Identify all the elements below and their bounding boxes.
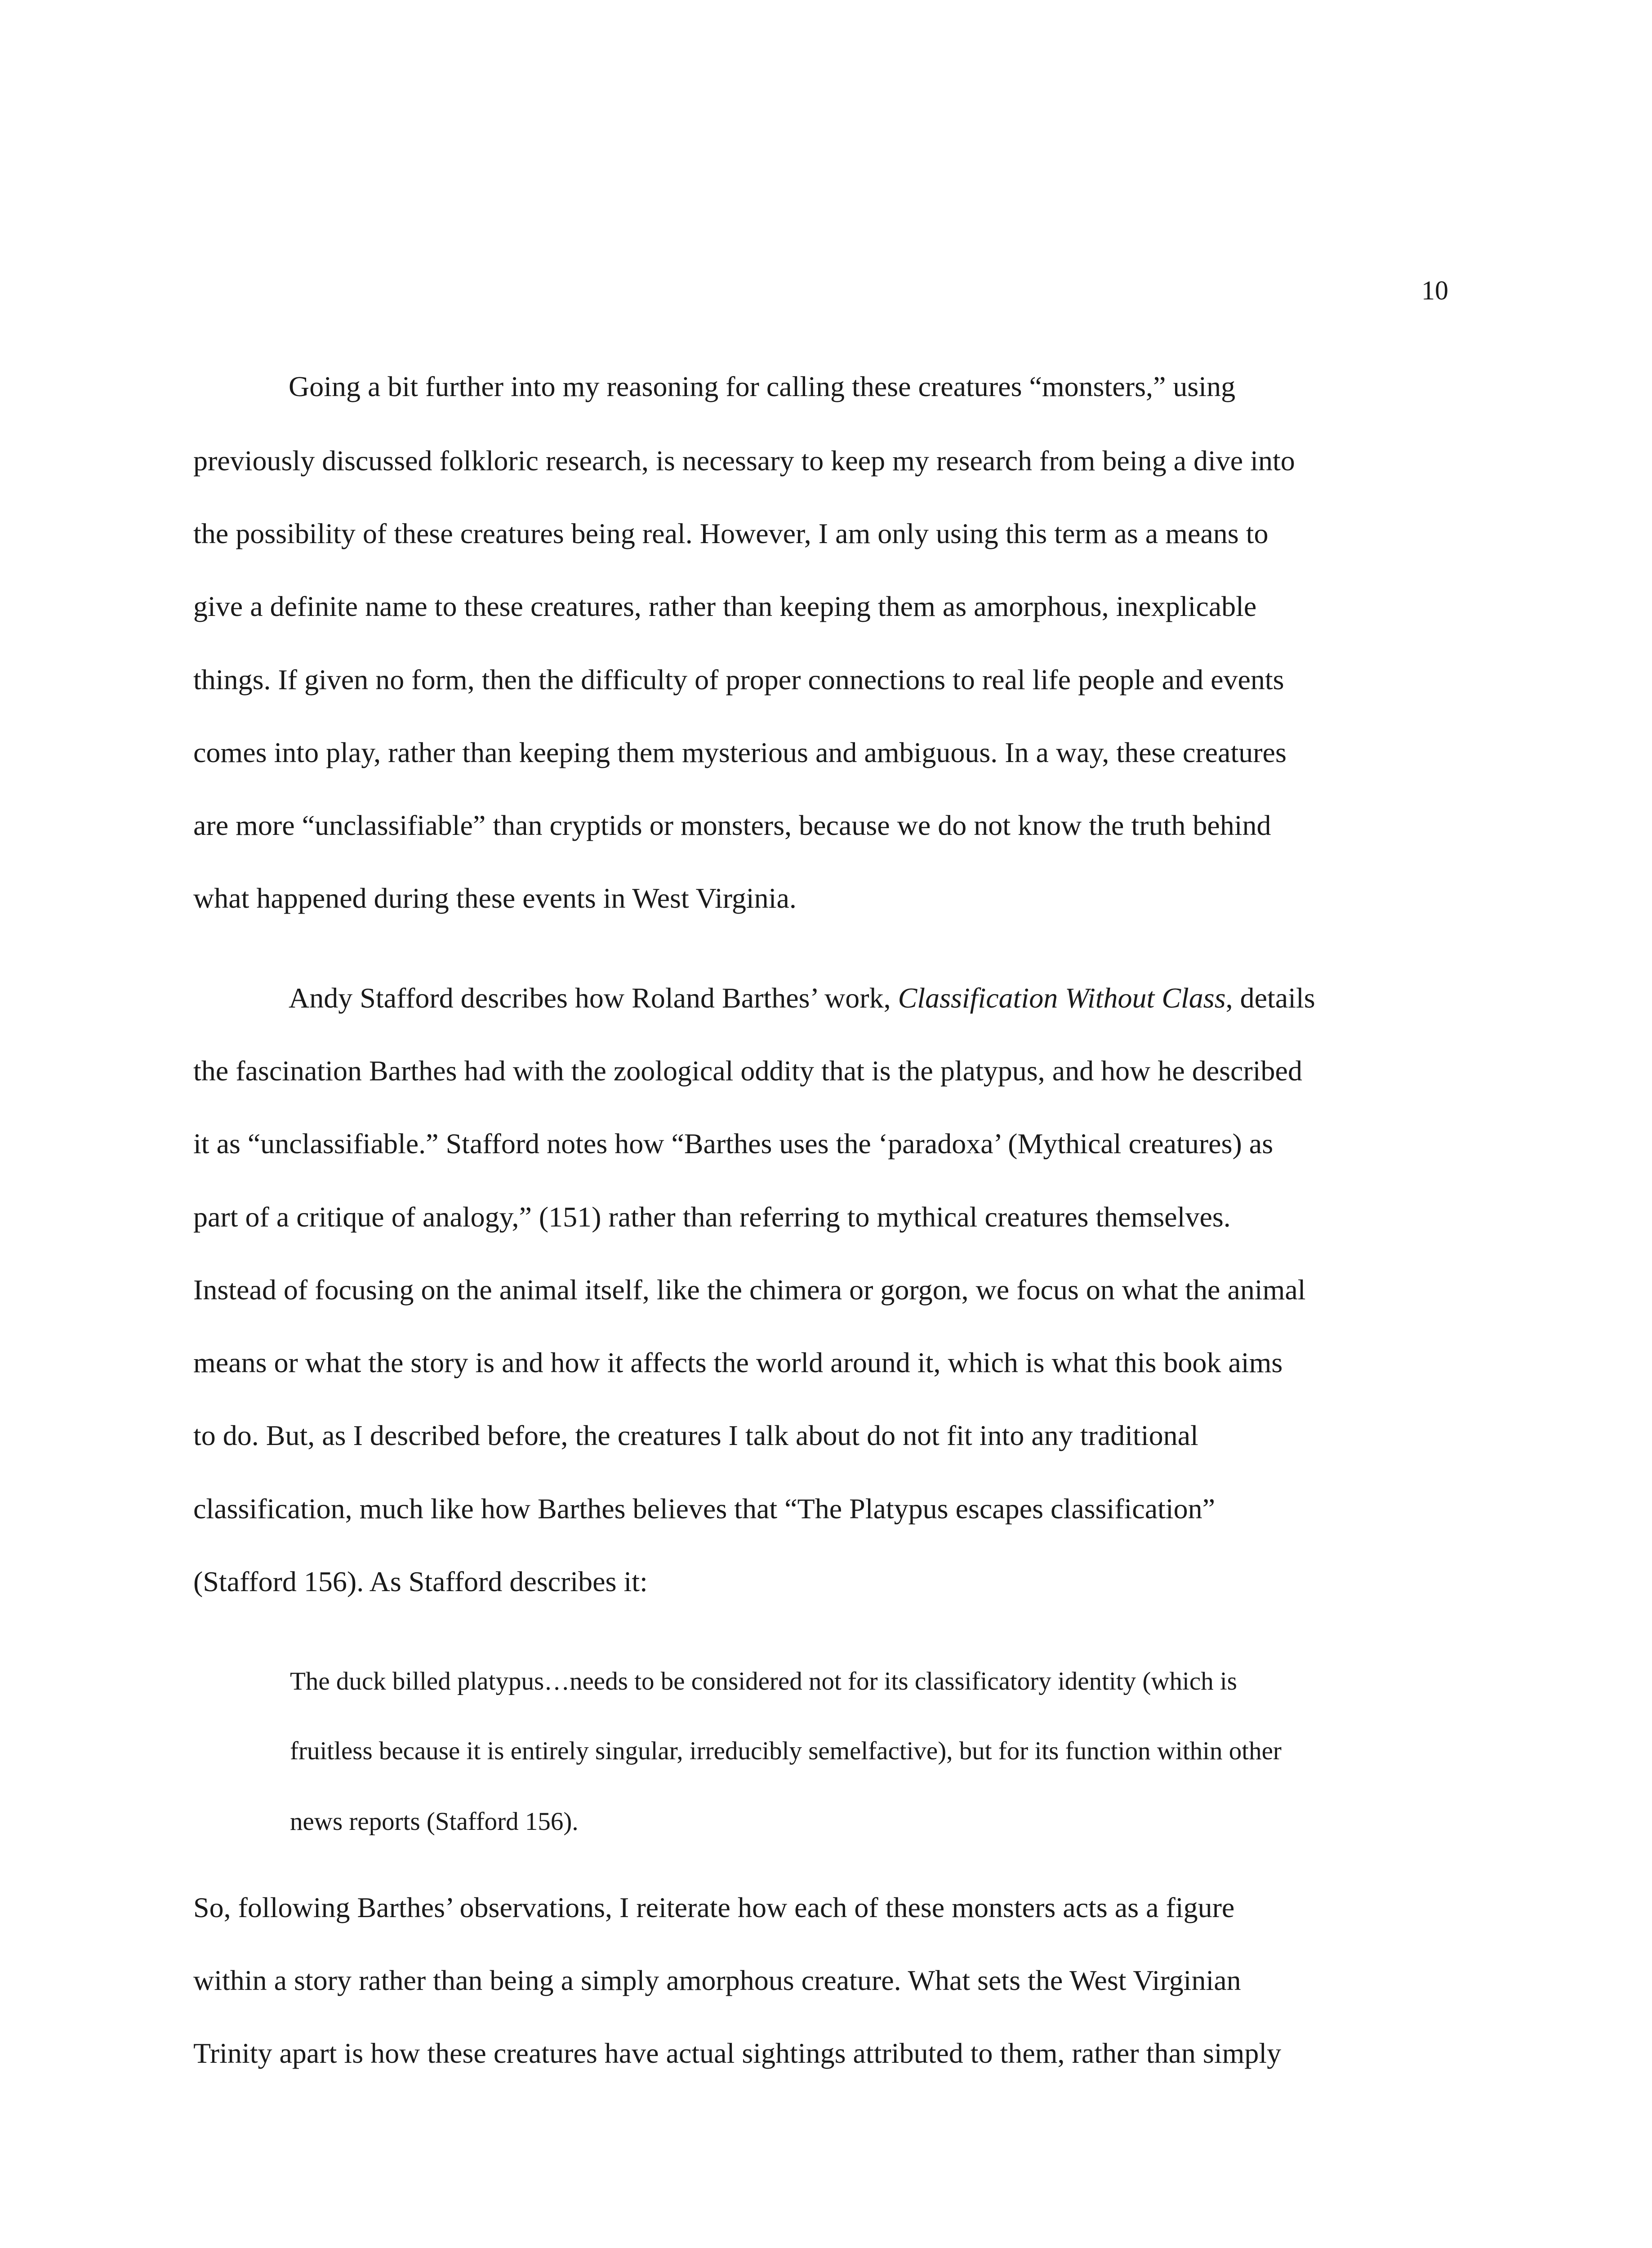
paragraph2-line: Instead of focusing on the animal itself, like the chimera or gorgon, we focus on what the animal <box>193 1274 1306 1306</box>
paragraph3-line: Trinity apart is how these creatures have actual sightings attributed to them, rather than simply <box>193 2037 1282 2069</box>
paragraph1-line: things. If given no form, then the difficulty of proper connections to real life people and events <box>193 664 1284 696</box>
paragraph2-line: part of a critique of analogy,” (151) rather than referring to mythical creatures themselves. <box>193 1201 1231 1233</box>
paragraph2-line: the fascination Barthes had with the zoological oddity that is the platypus, and how he described <box>193 1055 1302 1087</box>
page-number: 10 <box>1421 276 1448 305</box>
block-quote-line: fruitless because it is entirely singular, irreducibly semelfactive), but for its function within other <box>290 1737 1282 1765</box>
paragraph1-line: comes into play, rather than keeping them mysterious and ambiguous. In a way, these creatures <box>193 736 1287 768</box>
paragraph1-line: are more “unclassifiable” than cryptids or monsters, because we do not know the truth behind <box>193 809 1271 841</box>
paragraph2-line: means or what the story is and how it affects the world around it, which is what this book aims <box>193 1347 1283 1378</box>
paragraph3-line: So, following Barthes’ observations, I reiterate how each of these monsters acts as a figure <box>193 1891 1235 1923</box>
paragraph2-line1-suffix: , details <box>1225 982 1315 1014</box>
paragraph1-line: give a definite name to these creatures, rather than keeping them as amorphous, inexplicable <box>193 590 1257 622</box>
book-title: Classification Without Class <box>898 982 1226 1014</box>
paragraph3-line: within a story rather than being a simply amorphous creature. What sets the West Virginian <box>193 1964 1241 1996</box>
paragraph2-line <box>289 978 1315 1018</box>
paragraph2-line: it as “unclassifiable.” Stafford notes how “Barthes uses the ‘paradoxa’ (Mythical creatures) as <box>193 1128 1274 1160</box>
paragraph1-line: previously discussed folkloric research, is necessary to keep my research from being a dive into <box>193 445 1295 477</box>
block-quote-line: news reports (Stafford 156). <box>290 1807 579 1836</box>
paragraph2-line1-prefix: Andy Stafford describes how Roland Barthes’ work, <box>289 982 898 1014</box>
block-quote-line: The duck billed platypus…needs to be considered not for its classificatory identity (which is <box>290 1667 1237 1695</box>
paragraph1-line: the possibility of these creatures being real. However, I am only using this term as a means to <box>193 517 1269 549</box>
paragraph2-line: to do. But, as I described before, the creatures I talk about do not fit into any traditional <box>193 1419 1198 1451</box>
paragraph2-line: classification, much like how Barthes believes that “The Platypus escapes classification” <box>193 1493 1216 1525</box>
paragraph1-line: Going a bit further into my reasoning for calling these creatures “monsters,” using <box>289 370 1236 402</box>
paragraph1-line: what happened during these events in West Virginia. <box>193 882 797 914</box>
paragraph2-line: (Stafford 156). As Stafford describes it: <box>193 1566 648 1597</box>
